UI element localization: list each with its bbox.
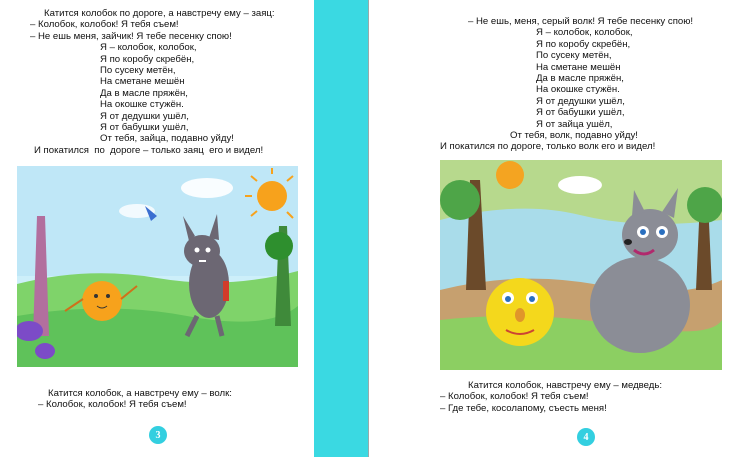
song-line: По сусеку метён, (536, 50, 612, 62)
wolf-drawing-icon (440, 160, 722, 370)
song-line: От тебя, зайца, подавно уйду! (100, 133, 234, 145)
page-number: 4 (577, 428, 595, 446)
wolf-illustration (440, 160, 722, 370)
text-line: И покатился по дороге, только волк его и видел! (440, 141, 656, 153)
song-line: Я по коробу скребён, (536, 38, 631, 50)
left-page (0, 0, 314, 457)
right-page (372, 0, 740, 457)
song-line: На окошке стужён. (100, 99, 184, 111)
hare-drawing-icon (17, 166, 298, 367)
text-line: – Не ешь меня, зайчик! Я тебе песенку спою! (30, 30, 232, 42)
song-line: Я от бабушки ушёл, (100, 122, 189, 134)
song-line: На окошке стужён. (536, 84, 620, 96)
text-line: – Не ешь, меня, серый волк! Я тебе песенку спою! (468, 16, 694, 27)
song-line: От тебя, волк, подавно уйду! (510, 130, 638, 142)
song-line: Я от дедушки ушёл, (100, 110, 189, 122)
song-line: Да в масле пряжён, (536, 73, 624, 85)
right-bottom-text (440, 380, 736, 414)
hare-illustration (17, 166, 298, 367)
left-top-text (30, 8, 312, 156)
page-number: 3 (149, 426, 167, 444)
text-line: Катится колобок по дороге, а навстречу ему – заяц: (44, 8, 275, 19)
song-line: По сусеку метён, (100, 65, 176, 77)
text-line: И покатился по дороге – только заяц его и видел! (34, 144, 264, 156)
song-line: Я – колобок, колобок, (100, 42, 197, 54)
song-line: Я – колобок, колобок, (536, 27, 633, 39)
song-line: Я от зайца ушёл, (536, 118, 613, 130)
text-line: – Колобок, колобок! Я тебя съем! (38, 399, 187, 411)
song-line: Я от дедушки ушёл, (536, 95, 625, 107)
right-top-text (440, 16, 736, 153)
text-line: Катится колобок, а навстречу ему – волк: (48, 388, 232, 399)
left-bottom-text (38, 388, 312, 411)
book-gutter (314, 0, 368, 457)
song-line: Я от бабушки ушёл, (536, 107, 625, 119)
song-line: На сметане мешён (536, 61, 621, 73)
song-line: Я по коробу скребён, (100, 53, 195, 65)
text-line: – Колобок, колобок! Я тебя съем! (30, 19, 179, 31)
text-line: Катится колобок, навстречу ему – медведь: (468, 380, 663, 391)
text-line: – Колобок, колобок! Я тебя съем! (440, 391, 589, 403)
song-line: На сметане мешён (100, 76, 185, 88)
song-line: Да в масле пряжён, (100, 87, 188, 99)
text-line: – Где тебе, косолапому, съесть меня! (440, 402, 607, 414)
